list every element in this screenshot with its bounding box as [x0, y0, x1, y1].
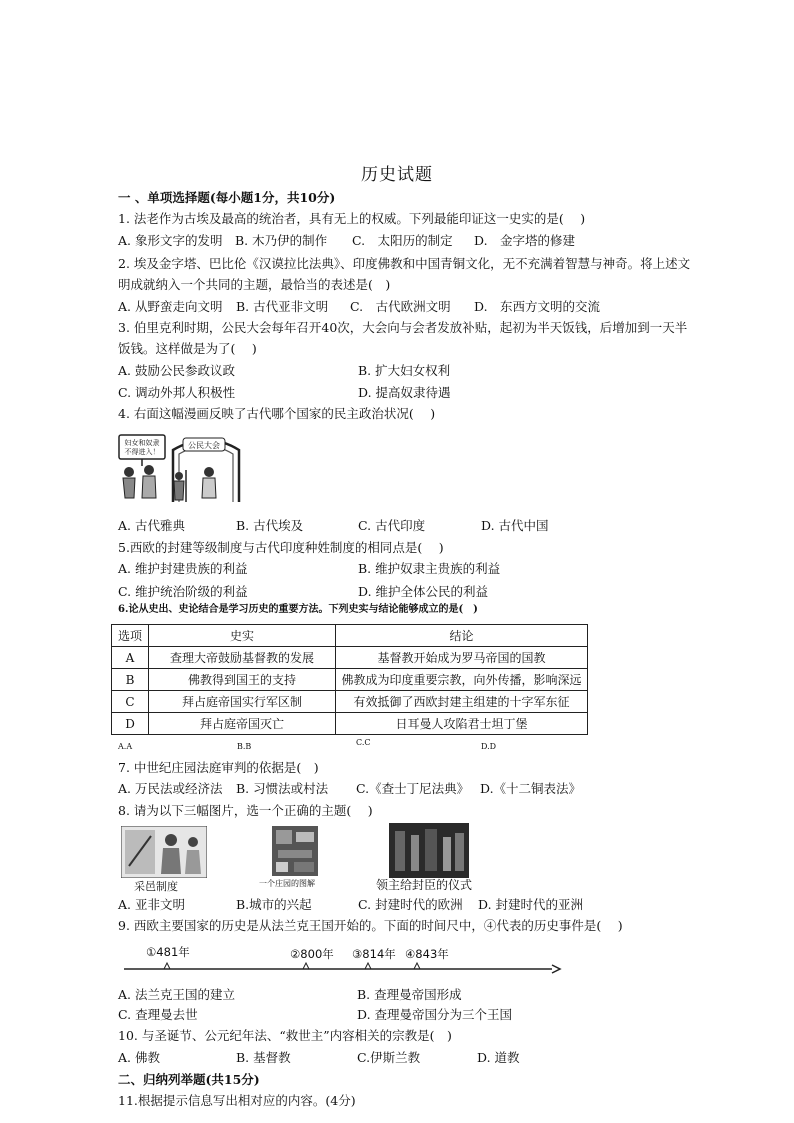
q4-option-b: B. 古代埃及	[236, 518, 304, 533]
timeline-label: ①481年	[146, 945, 190, 959]
q5-option-b: B. 维护奴隶主贵族的利益	[358, 561, 501, 576]
cartoon-gate-text: 公民大会	[188, 441, 220, 450]
q5-option-d: D. 维护全体公民的利益	[358, 584, 489, 599]
q3-option-a: A. 鼓励公民参政议政	[118, 363, 235, 378]
table-header: 选项	[112, 625, 149, 647]
democracy-cartoon	[117, 432, 241, 504]
table-cell: 日耳曼人攻陷君士坦丁堡	[336, 713, 588, 735]
table-cell: C	[112, 691, 149, 713]
q2-option-c: C. 古代欧洲文明	[350, 299, 451, 314]
q1-option-a: A. 象形文字的发明	[118, 233, 223, 248]
q7-option-b: B. 习惯法或村法	[236, 781, 329, 796]
q10-option-c: C.伊斯兰教	[357, 1050, 421, 1065]
q2-option-d: D. 东西方文明的交流	[474, 299, 601, 314]
q3-stem-line1: 3. 伯里克利时期，公民大会每年召开40次，大会向与会者发放补贴，起初为半天饭钱，后增加到一天半	[118, 320, 688, 335]
q9-option-b: B. 查理曼帝国形成	[357, 987, 462, 1002]
table-row	[112, 669, 588, 691]
fief-system-image	[121, 826, 207, 878]
q7-option-c: C.《查士丁尼法典》	[356, 781, 470, 796]
q9-option-c: C. 查理曼去世	[118, 1007, 198, 1022]
q9-option-d: D. 查理曼帝国分为三个王国	[357, 1007, 513, 1022]
q6-option-d: D.D	[481, 742, 497, 751]
q5-option-a: A. 维护封建贵族的利益	[118, 561, 248, 576]
q6-option-a: A.A	[118, 742, 133, 751]
q2-stem-line2: 明成就纳入一个共同的主题，最恰当的表述是( )	[118, 277, 391, 292]
q3-stem-line2: 饭钱。这样做是为了( )	[118, 341, 257, 356]
section-heading-1: 一 、单项选择题(每小题1分，共10分)	[118, 190, 336, 205]
fief-caption: 采邑制度	[134, 880, 178, 893]
table-header: 结论	[336, 625, 588, 647]
q8-option-c: C. 封建时代的欧洲	[358, 897, 463, 912]
q5-stem: 5.西欧的封建等级制度与古代印度种姓制度的相同点是( )	[118, 540, 444, 555]
q3-option-b: B. 扩大妇女权利	[358, 363, 451, 378]
q11-stem: 11.根据提示信息写出相对应的内容。(4分)	[118, 1093, 356, 1108]
timeline-label: ③814年	[352, 947, 396, 961]
q8-option-b: B.城市的兴起	[236, 897, 312, 912]
q9-option-a: A. 法兰克王国的建立	[118, 987, 235, 1002]
q7-stem: 7. 中世纪庄园法庭审判的依据是( )	[118, 760, 319, 775]
table-cell: 查理大帝鼓励基督教的发展	[149, 647, 336, 669]
cartoon-drawing	[117, 432, 241, 504]
q4-option-a: A. 古代雅典	[118, 518, 185, 533]
q10-option-d: D. 道教	[477, 1050, 520, 1065]
q8-option-a: A. 亚非文明	[118, 897, 185, 912]
q9-stem: 9. 西欧主要国家的历史是从法兰克王国开始的。下面的时间尺中，④代表的历史事件是( )	[118, 918, 623, 933]
q6-stem: 6.论从史出、史论结合是学习历史的重要方法。下列史实与结论能够成立的是( )	[118, 604, 478, 615]
q7-option-d: D.《十二铜表法》	[480, 781, 582, 796]
timeline-label: ②800年	[290, 947, 334, 961]
q1-stem: 1. 法老作为古埃及最高的统治者，具有无上的权威。下列最能印证这一史实的是( )	[118, 211, 586, 226]
table-cell: 基督教开始成为罗马帝国的国教	[336, 647, 588, 669]
manor-diagram-image	[272, 826, 318, 876]
q10-option-b: B. 基督教	[236, 1050, 291, 1065]
page-title: 历史试题	[361, 165, 433, 185]
table-cell: 佛教得到国王的支持	[149, 669, 336, 691]
q6-option-c: C.C	[356, 738, 371, 747]
q1-option-c: C. 太阳历的制定	[352, 233, 453, 248]
q2-option-b: B. 古代亚非文明	[236, 299, 329, 314]
timeline	[122, 944, 562, 976]
q7-option-a: A. 万民法或经济法	[118, 781, 223, 796]
timeline-label: ④843年	[405, 947, 449, 961]
q10-option-a: A. 佛教	[118, 1050, 160, 1065]
q8-option-d: D. 封建时代的亚洲	[478, 897, 584, 912]
q2-stem-line1: 2. 埃及金字塔、巴比伦《汉谟拉比法典》、印度佛教和中国青铜文化，无不充满着智慧与神奇。将上述文	[118, 256, 691, 271]
table-row	[112, 647, 588, 669]
table-row	[112, 691, 588, 713]
q4-option-d: D. 古代中国	[481, 518, 549, 533]
q4-option-c: C. 古代印度	[358, 518, 426, 533]
svg-text:不得进入！: 不得进入！	[124, 448, 160, 456]
table-cell: 拜占庭帝国灭亡	[149, 713, 336, 735]
table-header-row	[112, 625, 588, 647]
table-cell: D	[112, 713, 149, 735]
table-cell: 拜占庭帝国实行军区制	[149, 691, 336, 713]
table-cell: 有效抵御了西欧封建主组建的十字军东征	[336, 691, 588, 713]
table-header: 史实	[149, 625, 336, 647]
q5-option-c: C. 维护统治阶级的利益	[118, 584, 248, 599]
table-cell: 佛教成为印度重要宗教，向外传播，影响深远	[336, 669, 588, 691]
q2-option-a: A. 从野蛮走向文明	[118, 299, 223, 314]
table-cell: A	[112, 647, 149, 669]
q1-option-d: D. 金字塔的修建	[474, 233, 576, 248]
q3-option-c: C. 调动外邦人积极性	[118, 385, 236, 400]
q10-stem: 10. 与圣诞节、公元纪年法、“救世主”内容相关的宗教是( )	[118, 1028, 452, 1043]
section-heading-2: 二、归纳列举题(共15分)	[118, 1072, 260, 1087]
q6-option-b: B.B	[237, 742, 252, 751]
manor-caption: 一个庄园的图解	[259, 879, 315, 888]
q8-stem: 8. 请为以下三幅图片，选一个正确的主题( )	[118, 803, 373, 818]
table-cell: B	[112, 669, 149, 691]
q4-stem: 4. 右面这幅漫画反映了古代哪个国家的民主政治状况( )	[118, 406, 436, 421]
q6-table	[111, 624, 588, 735]
ceremony-caption: 领主给封臣的仪式	[376, 878, 473, 892]
cartoon-sign-text: 妇女和奴隶	[124, 439, 160, 447]
table-row	[112, 713, 588, 735]
q3-option-d: D. 提高奴隶待遇	[358, 385, 451, 400]
q1-option-b: B. 木乃伊的制作	[235, 233, 328, 248]
vassal-ceremony-image	[389, 823, 469, 878]
